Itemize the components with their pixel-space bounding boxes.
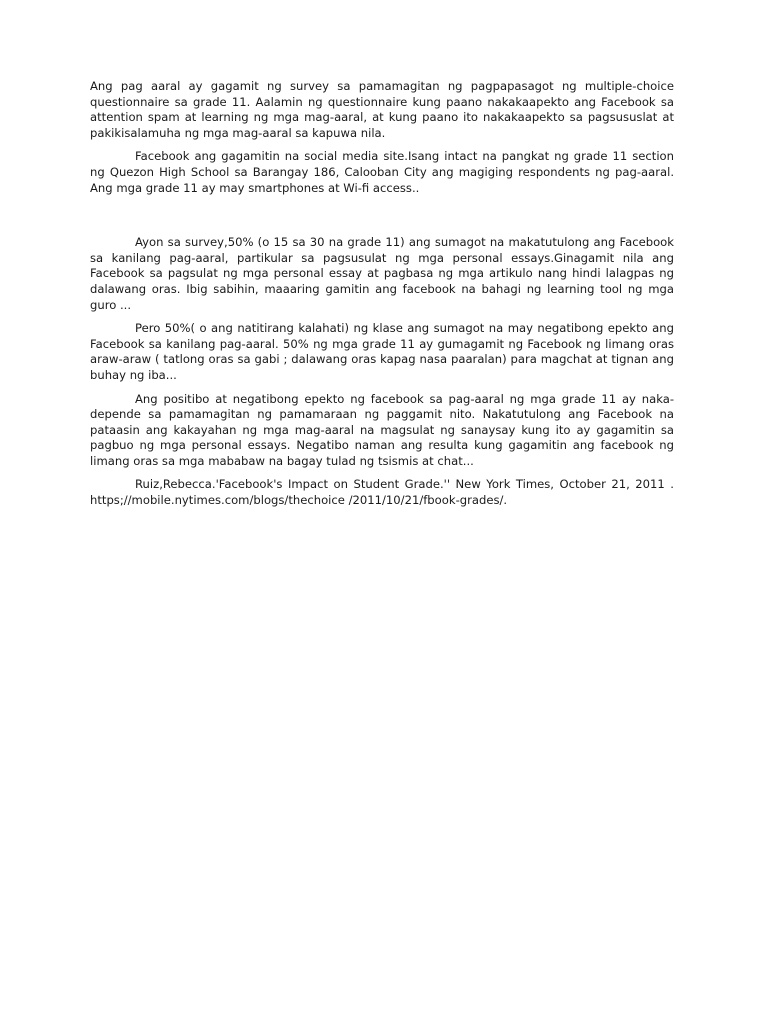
paragraph-reference: Ruiz,Rebecca.'Facebook's Impact on Student Grade.'' New York Times, October 21, 2011 . https;//mobile.nytimes.com/blogs/thechoice /2011/10/21/fbook-grades/. <box>90 477 674 508</box>
paragraph-spacer <box>90 204 674 235</box>
paragraph-respondents: Facebook ang gagamitin na social media site.Isang intact na pangkat ng grade 11 section ng Quezon High School sa Barangay 186, Calooban City ang magiging respondents ng pag-aaral. Ang mga grade 11 ay may smartphones at Wi-fi access.. <box>90 149 674 195</box>
paragraph-negative-result: Pero 50%( o ang natitirang kalahati) ng klase ang sumagot na may negatibong epekto ang Facebook sa kanilang pag-aaral. 50% ng mga grade 11 ay gumagamit ng Facebook ng limang oras araw-araw ( tatlong oras sa gabi ; dalawang oras kapag nasa paaralan) para magchat at tignan ang buhay ng iba... <box>90 321 674 382</box>
document-body <box>90 79 674 517</box>
paragraph-positive-result: Ayon sa survey,50% (o 15 sa 30 na grade 11) ang sumagot na makatutulong ang Facebook sa kanilang pag-aaral, partikular sa pagsusulat ng mga personal essays.Ginagamit nila ang Facebook sa pagsulat ng mga personal essay at pagbasa ng mga artikulo nang hindi lalagpas ng dalawang oras. Ibig sabihin, maaaring gamitin ang facebook na bahagi ng learning tool ng mga guro ... <box>90 235 674 312</box>
paragraph-conclusion: Ang positibo at negatibong epekto ng facebook sa pag-aaral ng mga grade 11 ay naka-depende sa pamamagitan ng pamamaraan ng paggamit nito. Nakatutulong ang Facebook na pataasin ang kakayahan ng mga mag-aaral na magsulat ng sanaysay kung ito ay gagamitin sa pagbuo ng mga personal essays. Negatibo naman ang resulta kung gagamitin ang facebook ng limang oras sa mga mababaw na bagay tulad ng tsismis at chat... <box>90 391 674 468</box>
paragraph-method: Ang pag aaral ay gagamit ng survey sa pamamagitan ng pagpapasagot ng multiple-choice questionnaire sa grade 11. Aalamin ng questionnaire kung paano nakakaapekto ang Facebook sa attention spam at learning ng mga mag-aaral, at kung paano ito nakakaapekto sa pagsususlat at pakikisalamuha ng mga mag-aaral sa kapuwa nila. <box>90 79 674 140</box>
